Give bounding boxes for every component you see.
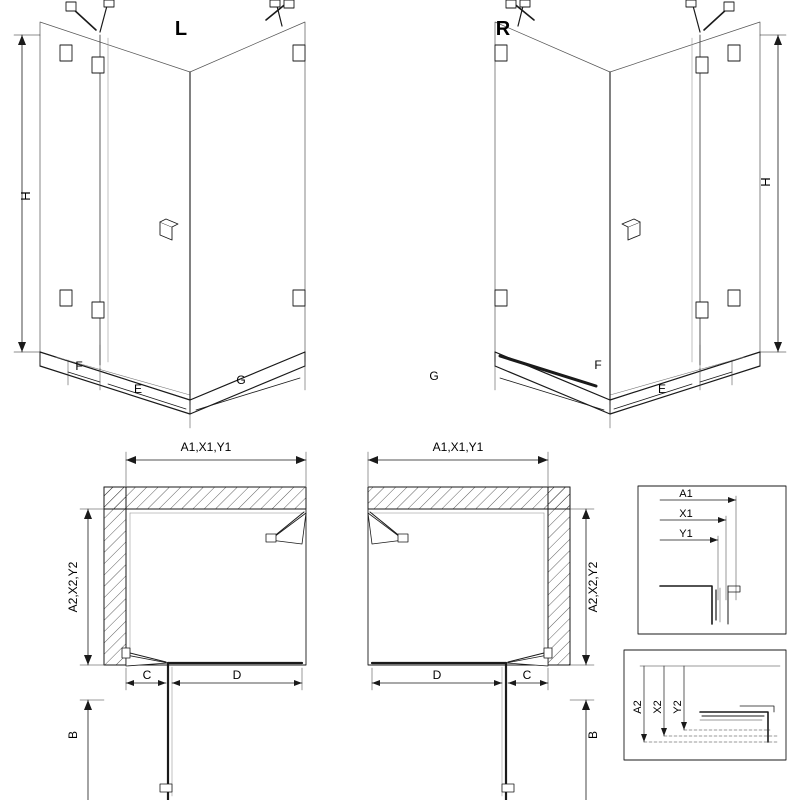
label-plan-right-door-small: C <box>522 668 532 682</box>
label-plan-right-door-height: B <box>586 730 600 740</box>
label-iso-right-entry: E <box>657 382 667 396</box>
plan-right-wall-top <box>368 487 570 509</box>
iso-left-stabilizer-wall-bracket <box>66 2 76 11</box>
iso-left-hinge-bottom <box>60 290 72 306</box>
iso-left-hinge-top-inner <box>92 57 104 73</box>
label-iso-right-side: G <box>429 369 439 383</box>
label-plan-left-door-height: B <box>66 730 80 740</box>
detail-dimension-a2-x2-y2 <box>624 650 786 760</box>
plan-left-top-bracket <box>266 534 276 542</box>
iso-right-stabilizer-wall-bracket <box>724 2 734 11</box>
iso-right-stabilizer-glass-bracket <box>686 0 696 7</box>
label-right-hand-title: R <box>495 18 511 40</box>
plan-right-wall-side <box>548 487 570 665</box>
iso-left-right-hinge-top <box>293 45 305 61</box>
label-iso-left-height: H <box>18 191 33 201</box>
plan-left-wall-side <box>104 487 126 665</box>
label-detail-a2: A2 <box>632 700 644 714</box>
label-plan-left-depth: A2,X2,Y2 <box>66 561 80 613</box>
iso-left-stabilizer-bracket-4 <box>270 0 280 7</box>
detail-dimension-a1-x1-y1 <box>638 486 786 634</box>
label-detail-y2: Y2 <box>672 700 684 714</box>
iso-left-hinge-bottom-inner <box>92 302 104 318</box>
label-detail-x2: X2 <box>652 700 664 714</box>
plan-left-bottom-bracket <box>122 648 130 658</box>
plan-left-door-handle <box>160 784 172 792</box>
plan-right-bottom-bracket <box>544 648 552 658</box>
iso-right-left-hinge-top <box>495 45 507 61</box>
label-plan-right-door-large: D <box>432 668 442 682</box>
plan-right-door-handle <box>502 784 514 792</box>
iso-left-stabilizer-glass-bracket <box>104 0 114 7</box>
iso-left-stabilizer-bracket-3 <box>284 0 294 8</box>
label-detail-y1: Y1 <box>679 528 693 540</box>
label-iso-left-entry: E <box>133 382 143 396</box>
iso-right-hinge-bottom-inner <box>696 302 708 318</box>
iso-left-hinge-top <box>60 45 72 61</box>
label-plan-right-depth: A2,X2,Y2 <box>586 561 600 613</box>
label-left-hand-title: L <box>174 18 188 40</box>
iso-right-stabilizer-bracket-4 <box>520 0 530 7</box>
label-detail-a1: A1 <box>679 488 693 500</box>
label-iso-left-front-small: F <box>75 359 83 373</box>
iso-left-right-hinge-bottom <box>293 290 305 306</box>
iso-right-stabilizer-bracket-3 <box>506 0 516 8</box>
plan-right-top-bracket <box>398 534 408 542</box>
iso-right-hinge-top-inner <box>696 57 708 73</box>
label-plan-right-width: A1,X1,Y1 <box>432 440 484 454</box>
plan-left-wall-top <box>104 487 306 509</box>
iso-right-hinge-top <box>728 45 740 61</box>
label-detail-x1: X1 <box>679 508 693 520</box>
label-plan-left-door-large: D <box>232 668 242 682</box>
label-plan-left-door-small: C <box>142 668 152 682</box>
label-iso-left-side: G <box>236 373 246 387</box>
iso-right-left-hinge-bottom <box>495 290 507 306</box>
iso-right-hinge-bottom <box>728 290 740 306</box>
label-iso-right-front-small: F <box>594 358 602 372</box>
label-iso-right-height: H <box>758 177 773 187</box>
label-plan-left-width: A1,X1,Y1 <box>180 440 232 454</box>
detail-bottom-frame <box>624 650 786 760</box>
